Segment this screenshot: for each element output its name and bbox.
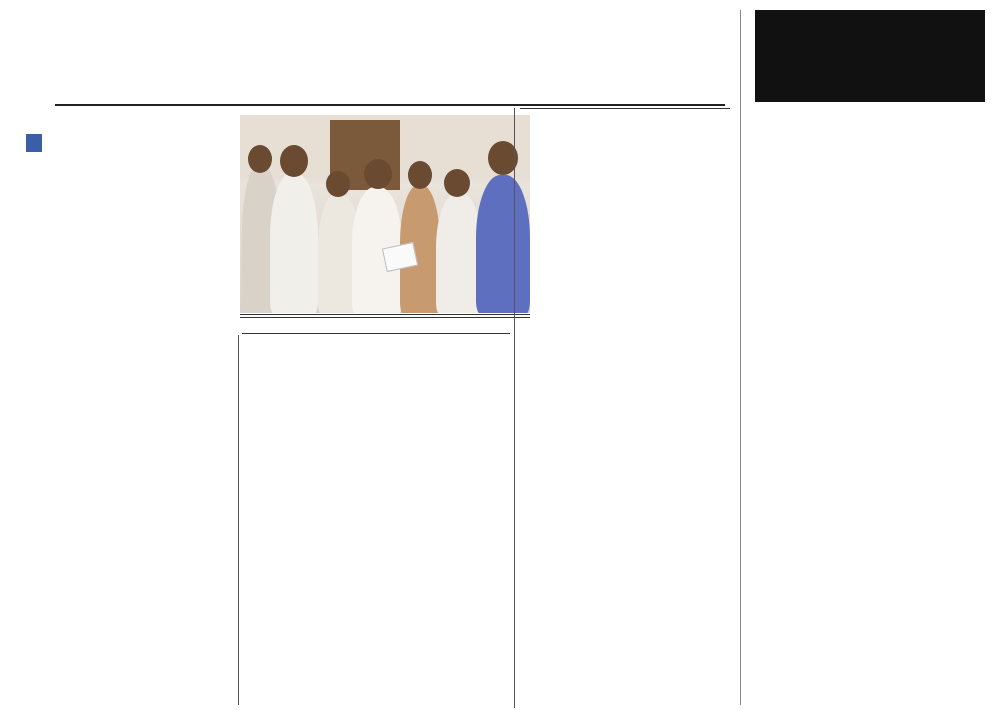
article-separator [740, 10, 741, 705]
person-2 [270, 173, 318, 313]
column-divider-1 [238, 335, 239, 705]
previous-page-button[interactable] [26, 134, 42, 152]
person-2-head [280, 145, 308, 177]
column-divider-2 [514, 108, 515, 708]
headline-rule [55, 104, 725, 106]
subheading-farmers-home [520, 108, 730, 109]
side-headline-box [755, 10, 985, 102]
article-column-1 [55, 286, 235, 706]
headline [55, 14, 725, 104]
person-4-head [364, 159, 392, 189]
news-photo [240, 115, 530, 313]
person-6-head [444, 169, 470, 197]
subheading-december [242, 333, 510, 334]
photo-caption [240, 314, 530, 318]
article-column-2 [242, 333, 510, 708]
side-headline-line-1 [755, 10, 985, 14]
article-column-3 [520, 108, 730, 708]
person-1-head [248, 145, 272, 173]
person-5-head [408, 161, 432, 189]
person-3-head [326, 171, 350, 197]
side-article-text [755, 268, 990, 708]
